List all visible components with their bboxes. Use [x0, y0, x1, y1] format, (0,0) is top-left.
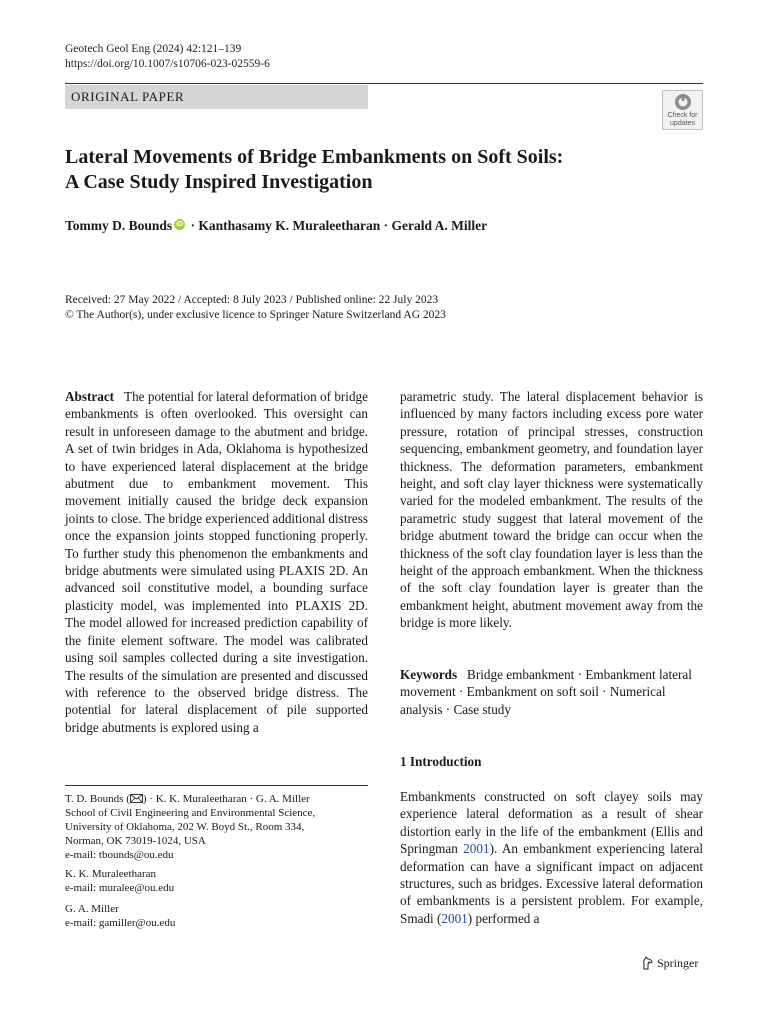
- abstract-heading: Abstract: [65, 389, 115, 404]
- orcid-icon[interactable]: iD: [176, 221, 184, 228]
- email-link[interactable]: e-mail: muralee@ou.edu: [65, 882, 175, 894]
- keywords-heading: Keywords: [400, 667, 458, 682]
- email-link[interactable]: e-mail: gamiller@ou.edu: [65, 917, 176, 929]
- journal-line: Geotech Geol Eng (2024) 42:121–139: [65, 43, 242, 55]
- springer-horse-icon: [641, 956, 654, 970]
- envelope-icon[interactable]: [130, 794, 143, 803]
- abstract-text-part2: parametric study. The lateral displacement behavior is influenced by many factors including excess pore water pressure, rotation of principal stresses, construction sequencing, embankment geometry, and foundation layer thickness. The deformation parameters, embankment height, and soft clay layer thickness were systematically varied for the modeled embankment. The results of the parametric study suggest that lateral movement of the bridge abutment toward the bridge can occur when the thickness of the soft clay foundation layer is less than the height of the approach embankment. When the thickness of the soft clay foundation layer is greater than the embankment height, abutment movement away from the bridge is more likely.: [400, 389, 703, 631]
- affiliation-footnote-1: T. D. Bounds ( ) · K. K. Muraleetharan · G. A. Miller School of Civil Engineering and Environmental Science, University of Oklahoma, 202 W. Boyd St., Room 334, Norman, OK 73019-1024, USA e-mail: tbounds@ou.edu: [65, 792, 368, 862]
- publisher-name: Springer: [657, 956, 699, 970]
- check-label-line2: updates: [670, 120, 695, 127]
- section-heading-introduction: 1 Introduction: [400, 754, 482, 769]
- article-type-banner: ORIGINAL PAPER: [65, 85, 368, 109]
- citation-link[interactable]: 2001: [441, 910, 468, 926]
- affiliation-footnote-3: G. A. Miller e-mail: gamiller@ou.edu: [65, 902, 368, 930]
- introduction-text: Embankments constructed on soft clayey soils may experience lateral deformation as a result of shear distortion early in the life of the embankment (Ellis and Springman 2001). An embankment experiencing lateral deformation can have a significant impact on adjacent structures, such as bridges. Excessive lateral deformation of embankments is a persistent problem. For example, Smadi (2001) performed a: [400, 789, 703, 926]
- copyright-line: © The Author(s), under exclusive licence to Springer Nature Switzerland AG 2023: [65, 309, 446, 321]
- dates-line: Received: 27 May 2022 / Accepted: 8 July 2023 / Published online: 22 July 2023: [65, 294, 439, 306]
- check-for-updates-badge[interactable]: [662, 90, 703, 130]
- publication-dates: [65, 293, 446, 323]
- abstract-text-part1: The potential for lateral deformation of bridge embankments is often overlooked. This oversight can result in unforeseen damage to the abutment and bridge. A set of twin bridges in Ada, Oklahoma is hypothesized to have experienced lateral displacement at the bridge abutment due to embankment movement. This movement initially caused the bridge deck expansion joints to close. The bridge experienced additional distress once the expansion joints stopped functioning properly. To further study this phenomenon the embankments and bridge abutments were simulated using PLAXIS 2D. An advanced soil constitutive model, a bounding surface plasticity model, was implemented into PLAXIS 2D. The model allowed for increased prediction capability of the finite element software. The model was calibrated using soil samples collected during a site investigation. The results of the simulation are presented and discussed with reference to the observed bridge distress. The potential for lateral displacement of pile supported bridge abutments is explored using a: [65, 389, 369, 735]
- author-first[interactable]: Tommy D. Bounds: [65, 218, 173, 233]
- author-list: [65, 217, 487, 235]
- check-updates-icon: [673, 93, 693, 112]
- email-link[interactable]: e-mail: tbounds@ou.edu: [65, 849, 174, 861]
- header-rule: [65, 83, 703, 84]
- citation-link[interactable]: 2001: [463, 841, 490, 857]
- title-line-1: Lateral Movements of Bridge Embankments on Soft Soils:: [65, 146, 564, 168]
- check-label-line1: Check for: [667, 112, 698, 119]
- abstract-column-left: [65, 388, 368, 736]
- keywords-text: Bridge embankment · Embankment lateral movement · Embankment on soft soil · Numerical analysis · Case study: [400, 667, 692, 717]
- author-rest: · Kanthasamy K. Muraleetharan · Gerald A. Miller: [187, 218, 488, 233]
- abstract-column-right: [400, 388, 703, 632]
- title-line-2: A Case Study Inspired Investigation: [65, 171, 373, 193]
- journal-citation: [65, 42, 270, 72]
- article-title: [65, 145, 705, 195]
- publisher-logo: [641, 955, 698, 971]
- doi-link[interactable]: https://doi.org/10.1007/s10706-023-02559-6: [65, 58, 270, 70]
- footnote-rule: [65, 785, 368, 786]
- keywords-block: [400, 666, 703, 718]
- affiliation-footnote-2: K. K. Muraleetharan e-mail: muralee@ou.edu: [65, 867, 368, 895]
